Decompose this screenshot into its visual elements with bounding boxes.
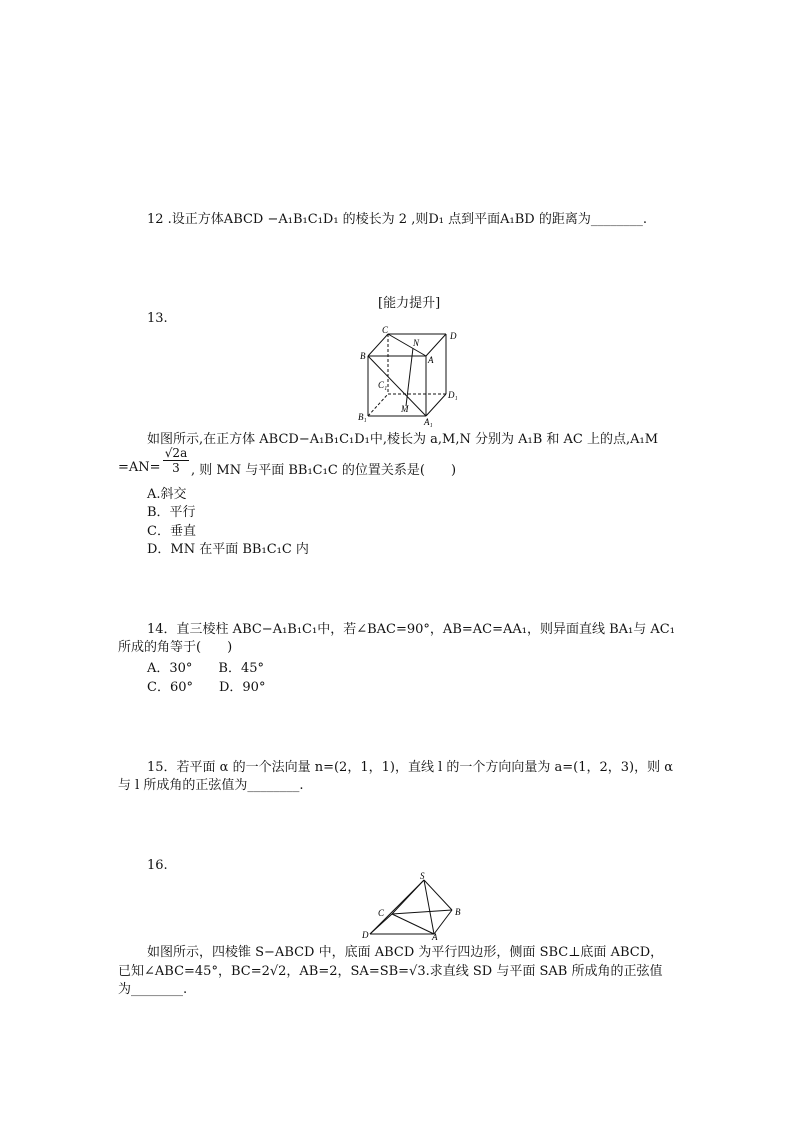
label-D: D — [362, 930, 369, 940]
question-13-line1: 如图所示,在正方体 ABCD−A₁B₁C₁D₁中,棱长为 a,M,N 分别为 A₁B 和 AC 上的点,A₁M — [147, 432, 659, 447]
label-C: C — [378, 908, 385, 918]
label-A1: A₁ — [424, 417, 433, 427]
question-16-line1: 如图所示，四棱锥 S−ABCD 中，底面 ABCD 为平行四边形，侧面 SBC⊥底面 ABCD， — [147, 945, 664, 960]
fraction-numerator: √2a — [164, 446, 188, 460]
label-C: C — [382, 326, 389, 335]
label-N: N — [413, 338, 420, 348]
cube-figure — [358, 326, 468, 428]
question-13-line2-prefix: =AN= — [118, 460, 161, 475]
label-A: A — [432, 932, 438, 940]
label-D: D — [450, 331, 457, 341]
question-14-options-row2[interactable]: C．60° D．90° — [147, 680, 266, 695]
question-15-line1: 15．若平面 α 的一个法向量 n=(2，1，1)，直线 l 的一个方向向量为 a=(1，2，3)，则 α — [147, 760, 674, 775]
label-C1: C₁ — [378, 380, 388, 390]
label-D1: D₁ — [448, 390, 458, 400]
question-13-option-d[interactable]: D．MN 在平面 BB₁C₁C 内 — [147, 542, 309, 557]
question-14-line1: 14．直三棱柱 ABC−A₁B₁C₁中，若∠BAC=90°，AB=AC=AA₁，则异面直线 BA₁与 AC₁ — [147, 622, 675, 637]
question-13-option-c[interactable]: C．垂直 — [147, 524, 196, 539]
question-14-options-row1[interactable]: A．30° B．45° — [147, 661, 265, 676]
label-B: B — [455, 907, 461, 917]
label-A: A — [428, 355, 434, 365]
question-16-number: 16. — [147, 858, 168, 873]
fraction-sqrt2a-over-3 — [163, 446, 189, 475]
question-16-line2: 已知∠ABC=45°，BC=2√2，AB=2，SA=SB=√3.求直线 SD 与平面 SAB 所成角的正弦值 — [118, 964, 663, 979]
label-B: B — [360, 351, 366, 361]
question-12-text: 12 .设正方体ABCD −A₁B₁C₁D₁ 的棱长为 2 ,则D₁ 点到平面A₁BD 的距离为________. — [147, 212, 647, 227]
pyramid-figure — [362, 872, 468, 940]
label-S: S — [420, 872, 425, 881]
question-16-line3: 为________. — [118, 982, 188, 997]
question-13-line2-suffix: , 则 MN 与平面 BB₁C₁C 的位置关系是( ) — [191, 463, 457, 478]
question-13-option-a[interactable]: A.斜交 — [147, 487, 187, 502]
question-14-line2: 所成的角等于( ) — [118, 640, 233, 655]
label-B1: B₁ — [358, 412, 367, 422]
question-13-number: 13. — [147, 311, 168, 326]
question-15-line2: 与 l 所成角的正弦值为________. — [118, 778, 304, 793]
section-title: [能力提升] — [378, 296, 441, 311]
label-M: M — [401, 404, 409, 414]
fraction-denominator: 3 — [172, 461, 180, 475]
question-13-option-b[interactable]: B．平行 — [147, 505, 196, 520]
